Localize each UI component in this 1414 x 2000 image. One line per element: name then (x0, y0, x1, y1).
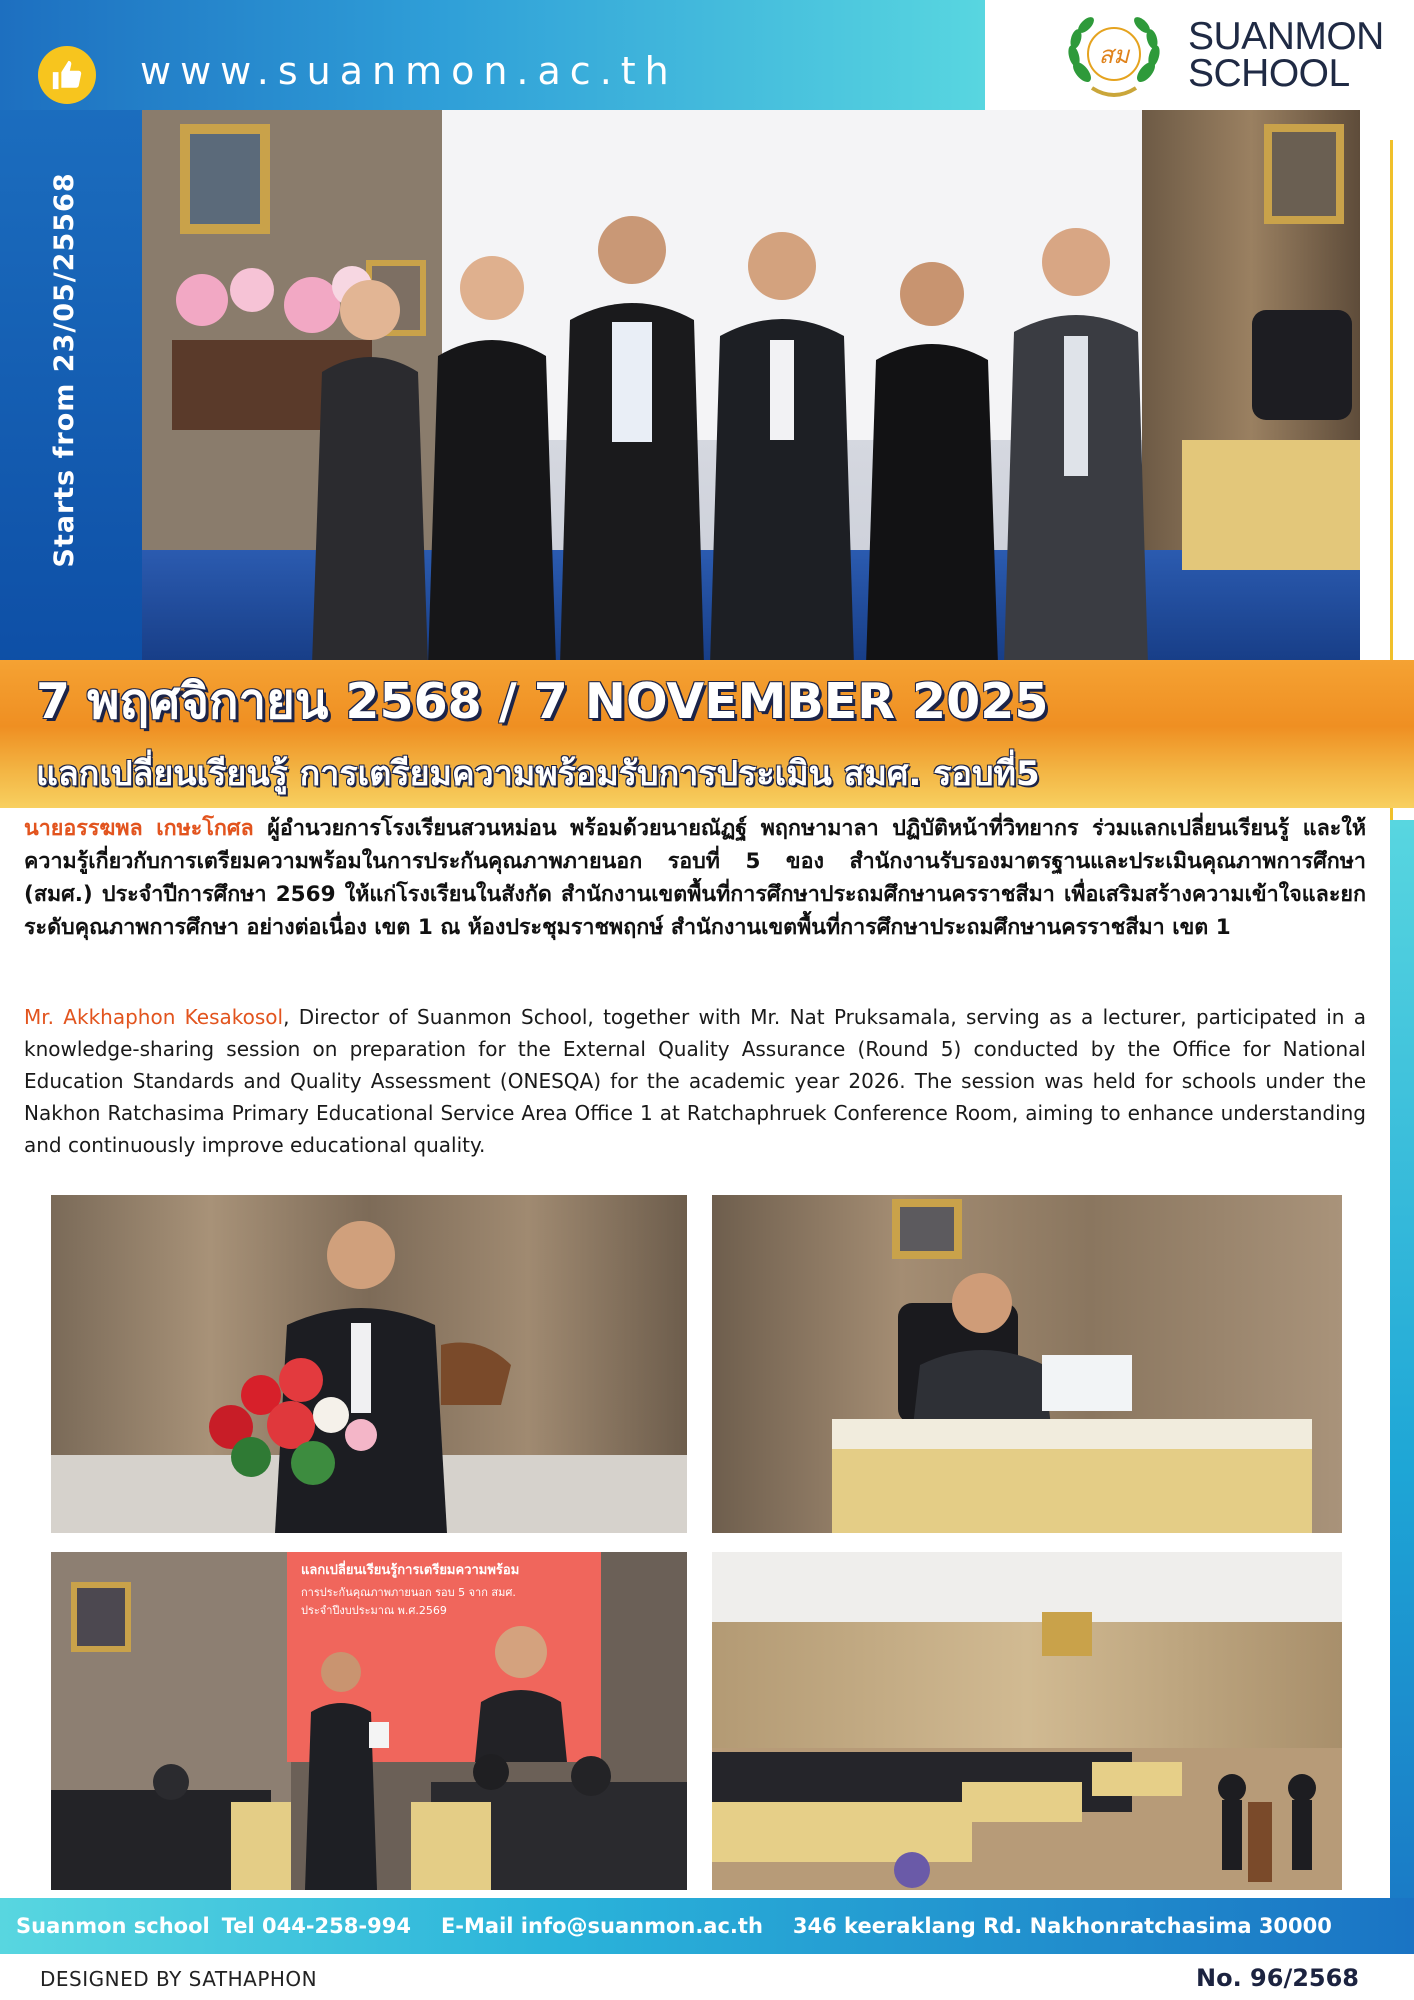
footer-email: E-Mail info@suanmon.ac.th (440, 1914, 763, 1938)
thumbs-up-icon (38, 46, 96, 104)
thai-article-paragraph (24, 812, 1366, 944)
footer-contact-line (16, 1898, 1406, 1954)
headline-title: แลกเปลี่ยนเรียนรู้ การเตรียมความพร้อมรับการประเมิน สมศ. รอบที่5 (36, 754, 1040, 794)
slide-title-line-1: แลกเปลี่ยนเรียนรู้การเตรียมความพร้อม (301, 1563, 520, 1578)
headline-date: 7 พฤศจิกายน 2568 / 7 NOVEMBER 2025 (36, 673, 1049, 730)
side-start-date: Starts from 23/05/25568 (49, 172, 80, 568)
footer-school-name: Suanmon school (16, 1914, 210, 1938)
website-url: www.suanmon.ac.th (140, 49, 678, 93)
thai-director-name: นายอรรฆพล เกษะโกศล (24, 816, 254, 841)
gallery-photo-lecturer-seated (712, 1195, 1342, 1533)
slide-title-line-3: ประจำปีงบประมาณ พ.ศ.2569 (301, 1604, 447, 1617)
gallery-photo-podium-speaker (51, 1195, 687, 1533)
logo-line-1: SUANMON (1188, 15, 1384, 58)
gallery-photo-conference-room (712, 1552, 1342, 1890)
english-director-name: Mr. Akkhaphon Kesakosol (24, 1005, 284, 1029)
hero-group-photo (142, 110, 1360, 665)
issue-number: No. 96/2568 (1196, 1964, 1360, 1992)
footer-telephone: Tel 044-258-994 (221, 1914, 411, 1938)
english-article-paragraph (24, 1001, 1366, 1161)
logo-line-2: SCHOOL (1188, 52, 1350, 95)
school-emblem-logo (1062, 12, 1166, 100)
emblem-lettering: สม (1098, 41, 1130, 69)
thai-article-text: ผู้อำนวยการโรงเรียนสวนหม่อน พร้อมด้วยนายณัฏฐ์ พฤกษามาลา ปฏิบัติหน้าที่วิทยากร ร่วมแลกเปลี่ยนเรียนรู้ และให้ความรู้เกี่ยวกับการเตรียมความพร้อมในการประกันคุณภาพภายนอก รอบที่ 5 ของ สำนักงานรับรองมาตรฐานและประเมินคุณภาพการศึกษา (สมศ.) ประจำปีการศึกษา 2569 ให้แก่โรงเรียนในสังกัด สำนักงานเขตพื้นที่การศึกษาประถมศึกษานครราชสีมา เพื่อเสริมสร้างความเข้าใจและยกระดับคุณภาพการศึกษา อย่างต่อเนื่อง เขต 1 ณ ห้องประชุมราชพฤกษ์ สำนักงานเขตพื้นที่การศึกษาประถมศึกษานครราชสีมา เขต 1 (24, 816, 1366, 940)
school-logo-wordmark (1188, 15, 1398, 95)
slide-title-line-2: การประกันคุณภาพภายนอก รอบ 5 จาก สมศ. (301, 1586, 516, 1599)
footer-address: 346 keeraklang Rd. Nakhonratchasima 30000 (792, 1914, 1332, 1938)
gallery-photo-presentation (51, 1552, 687, 1890)
designer-credit: DESIGNED BY SATHAPHON (40, 1967, 318, 1991)
right-accent-line (1390, 140, 1393, 930)
right-color-band (1390, 820, 1414, 1900)
english-article-text: , Director of Suanmon School, together with Mr. Nat Pruksamala, serving as a lecturer, participated in a knowledge-sharing session on preparation for the External Quality Assurance (Round 5) conducted by the Office for National Education Standards and Quality Assessment (ONESQA) for the academic year 2026. The session was held for schools under the Nakhon Ratchasima Primary Educational Service Area Office 1 at Ratchaphruek Conference Room, aiming to enhance understanding and continuously improve educational quality. (24, 1005, 1366, 1157)
side-date-container (40, 150, 90, 590)
